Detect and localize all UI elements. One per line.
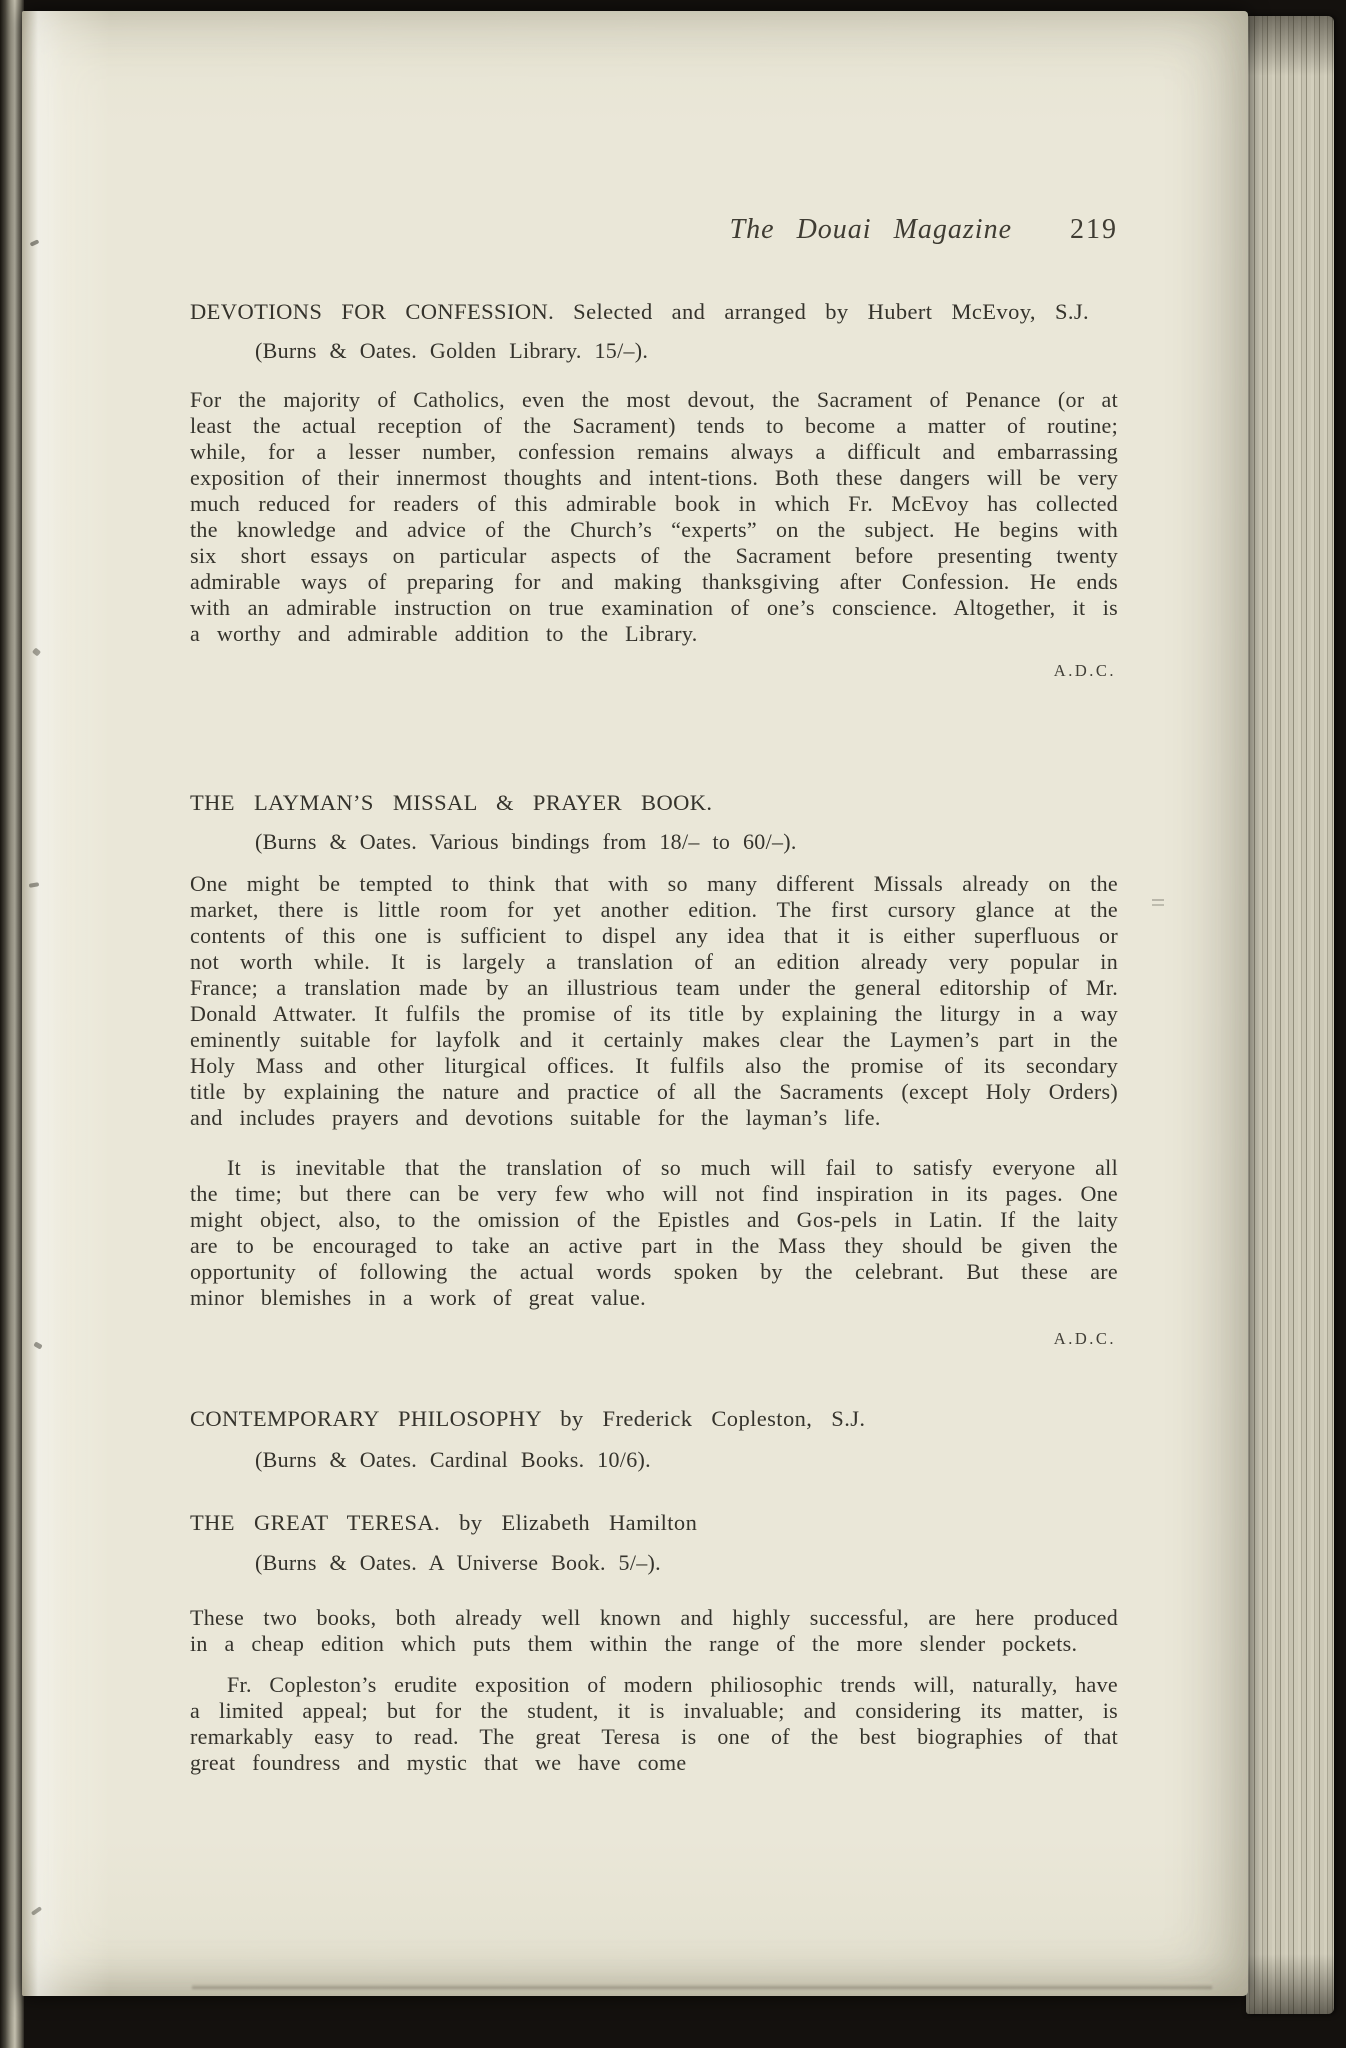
book-title: CONTEMPORARY PHILOSOPHY by Frederick Copleston, S.J. (190, 1406, 866, 1431)
review-paragraph: One might be tempted to think that with so many different Missals already on the market, there is little room for yet another edition. The first cursory glance at the contents of this one is sufficient to dispel any idea that it is either superfluous or not worth while. It is largely a translation of an edition already very popular in France; a translation made by an illustrious team under the general editorship of Mr. Donald Attwater. It fulfils the promise of its title by explaining the liturgy in a way eminently suitable for layfolk and it certainly makes clear the Laymen’s part in the Holy Mass and other liturgical offices. It fulfils also the promise of its secondary title by explaining the nature and practice of all the Sacraments (except Holy Orders) and includes prayers and devotions suitable for the layman’s life. (190, 871, 1118, 1130)
page-stack-fore-edge (1246, 16, 1334, 2014)
margin-pencil-mark (1152, 899, 1164, 901)
review-paragraph: For the majority of Catholics, even the most devout, the Sacrament of Penance (or at least the actual reception of the Sacrament) tends to become a matter of routine; while, for a lesser number, confession remains always a difficult and embarrassing exposition of their innermost thoughts and intent-tions. Both these dangers will be very much reduced for readers of this admirable book in which Fr. McEvoy has collected the knowledge and advice of the Church’s “experts” on the subject. He begins with six short essays on particular aspects of the Sacrament before presenting twenty admirable ways of preparing for and making thanksgiving after Confession. He ends with an admirable instruction on true examination of one’s conscience. Altogether, it is a worthy and admirable addition to the Library. (190, 387, 1118, 646)
review-paragraph: Fr. Copleston’s erudite exposition of modern philiosophic trends will, naturally, have a limited appeal; but for the student, it is invaluable; and considering its matter, is remarkably easy to read. The great Teresa is one of the best biographies of that great foundress and mystic that we have come (190, 1672, 1118, 1775)
review-paragraph: It is inevitable that the translation of so much will fail to satisfy everyone all the time; but there can be very few who will not find inspiration in its pages. One might object, also, to the omission of the Epistles and Gos-pels in Latin. If the laity are to be encouraged to take an active part in the Mass they should be given the opportunity of following the actual words spoken by the celebrant. But these are minor blemishes in a work of great value. (190, 1155, 1118, 1310)
magazine-page (22, 11, 1248, 1996)
review-copleston-and-teresa (190, 1404, 1118, 1776)
book-title: THE LAYMAN’S MISSAL & PRAYER BOOK. (190, 790, 713, 815)
book-title: THE GREAT TERESA. by Elizabeth Hamilton (190, 1510, 698, 1535)
review-devotions-for-confession (190, 297, 1118, 681)
reviewer-initials: A.D.C. (1053, 661, 1116, 680)
running-header (190, 212, 1118, 248)
book-imprint: (Burns & Oates. Golden Library. 15/–). (255, 338, 649, 363)
page-bottom-edge (192, 1977, 1212, 1989)
review-paragraph: These two books, both already well known and highly successful, are here produced in a cheap edition which puts them within the range of the more slender pockets. (190, 1605, 1118, 1656)
book-binding-edge (0, 0, 24, 2048)
page-gutter-shadow (22, 11, 110, 1996)
page-number: 219 (1070, 214, 1118, 245)
review-laymans-missal (190, 788, 1118, 1349)
journal-title: The Douai Magazine (729, 214, 1012, 245)
page-content (190, 212, 1118, 1776)
book-imprint: (Burns & Oates. Various bindings from 18/– to 60/–). (255, 829, 797, 854)
book-title: DEVOTIONS FOR CONFESSION. Selected and arranged by Hubert McEvoy, S.J. (190, 299, 1090, 324)
book-imprint: (Burns & Oates. Cardinal Books. 10/6). (255, 1447, 651, 1472)
reviewer-initials: A.D.C. (1053, 1329, 1116, 1348)
book-imprint: (Burns & Oates. A Universe Book. 5/–). (255, 1550, 661, 1575)
